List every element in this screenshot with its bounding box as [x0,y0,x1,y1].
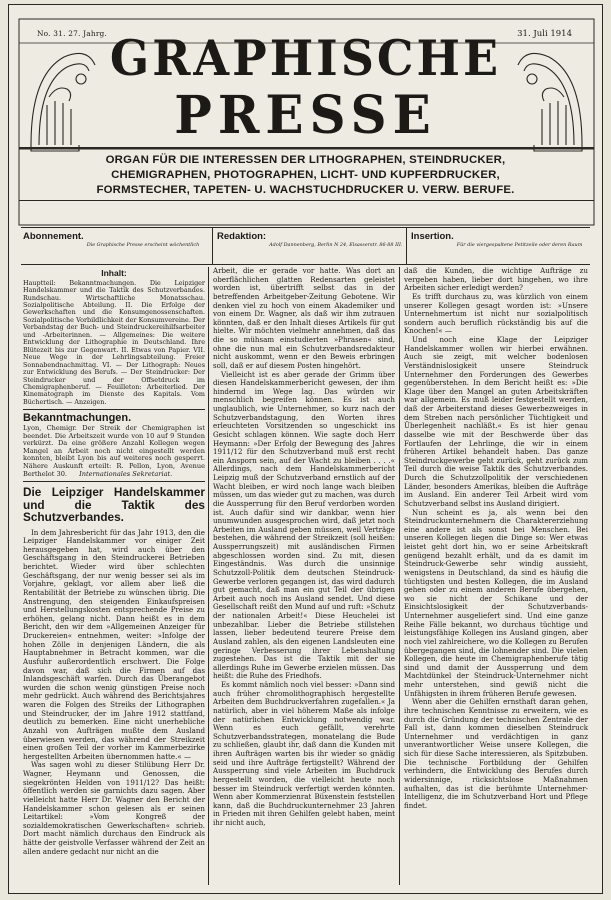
toc-text: Hauptteil: Bekanntmachungen. Die Leipziger Handelskammer und die Taktik des Schutzverbandes. Rundschau. Wirtschaftliche Monatsschau. Sozialpolitische Abteilung. II. Die Erfolge der Gewerkschaften und die Konsumgenossenschaften. Sozialpolitische Vorbildlichkeit der Konsumvereine. Der Verbandstag der Buch- und Steindruckereihilfsarbeiter und -Arbeiterinnen. — Allgemeines: Die weitere Entwicklung der Lithographie in Deutschland. Ihre Blütezeit bis zur Gegenwart. II. Etwas von Papier. VII. Neue Wege in der Lehrlingsabteilung. Freier Sonnabendnachmittag. VI. — Der Lithograph: Neues zur Entwicklung des Berufs. — Der Steindrucker: Der Steindrucker und der Offsetdruck im Chemigraphenberuf. — Feuilleton: Arbeiterlied. Der Kinematograph im Dienste des Kapitals. Vom Büchertisch. — Anzeigen. [23,278,205,406]
announcements-heading: Bekanntmachungen. [23,412,132,425]
section-divider [23,481,205,482]
abonnement-text: Die Graphische Presse erscheint wöchentlich [86,242,200,248]
column-rule [208,267,209,885]
info-divider [406,228,407,264]
issue-date: 31. Juli 1914 [517,29,572,39]
article-paragraph: Was sagen wohl zu dieser Stilübung Herr Dr. Wagner, Heymann und Genossen, die siegekrönten Helden von 1911/12? Das heißt: öffentlich werden sie garnichts dazu sagen. Aber vielleicht hatte Herr Dr. Wagner den Bericht der Handelskammer schon gelesen als er seinen Leitartikel: »Vom Kongreß der sozialdemokratischen Gewerkschaften« schrieb. Dort macht nämlich durchaus den Eindruck als hätte der geistvolle Verfasser während der Zeit an allen andere gedacht nur nicht an die [23,760,205,856]
announcement-body: Lyon, Chemigr. Der Streik der Chemigraphen ist beendet. Die Arbeitszeit wurde von 10 auf 9 Stunden verkürzt. Da eine größere Anzahl Kollegen wegen Mangel an Arbeit noch nicht eingestellt werden konnten, bleibt Lyon bis auf weiteres noch gesperrt. Nähere Auskunft erteilt: R. Pellon, Lyon, Avenue Berthelot 30. [23,423,205,478]
column-1 [23,267,205,887]
redaktion-box [217,231,403,261]
redaktion-heading: Redaktion: [217,231,267,242]
article-paragraph: Arbeit, die er gerade vor hatte. Was dort an oberflächlichen glatten Redensarten geleistet worden ist, übertrifft selbst das in der betreffenden Arbeitgeber-Zeitung Gebotene. Wir denken viel zu hoch von einem Akademiker und von einem Dr. Wagner, als daß wir ihm zutrauen könnten, daß er den Inhalt dieses Artikels für gut hielte. Wir möchten vielmehr annehmen, daß das die so mühsam einstudierten »Phrasen« sind, ohne die nun mal ein Schutzverbandsredakteur nicht auskommt, wenn er den Beweis erbringen soll, daß er auf diesem Posten hingehört. [213,267,395,370]
issue-number: No. 31. 27. Jahrg. [37,29,108,38]
article-paragraph: In dem Jahresbericht für das Jahr 1913, den die Leipziger Handelskammer vor einiger Zeit herausgegeben hat, wird auch über den Geschäftsgang in den Steindruckerei Betrieben berichtet. Wieder wird über schlechten Geschäftsgang, der nur wenig besser sei als im Vorjahre, geklagt, vor allem aber ließ die Rentabilität der Betriebe zu wünschen übrig. Die Anstrengung, den steigenden Einkaufspreisen und Herstellungskosten entsprechende Preise zu erhöhen, gelang nicht. Dann heißt es in dem Bericht, den wir dem »Allgemeinen Anzeiger für Druckereien« entnehmen, weiter: »Infolge der hohen Zölle in denjenigen Ländern, die als Hauptabnehmer in Betracht kommen, war die Ausfuhr außerordentlich erschwert. Die Folge davon war, daß sich die Firmen auf das Inlandsgeschäft warfen. Durch das Überangebot wurden die schon wenig günstigen Preise noch mehr gedrückt. Auch während des Berichtsjahres waren die Folgen des Streiks der Lithographen und Steindrucker, der im Jahre 1912 stattfand, deutlich zu bemerken. Eine nicht unerhebliche Anzahl von Aufträgen mußte dem Ausland überwiesen werden, das während der Streikzeit einen großen Teil der vorher im Kammerbezirke hergestellten Arbeiten übernommen hatte.« — [23,527,205,761]
info-divider [212,228,213,264]
insertion-heading: Insertion. [411,231,454,242]
column-rule [399,267,400,885]
subtitle-line: CHEMIGRAPHEN, PHOTOGRAPHEN, LICHT- UND KUPFERDRUCKER, [111,169,500,181]
subtitle-line: FORMSTECHER, TAPETEN- U. WACHSTUCHDRUCKER U. VERW. BERUFE. [96,184,515,196]
article-paragraph: Es kommt nämlich noch viel besser: »Dann sind auch früher chromolithographisch hergestellte Arbeiten dem Buchdruckverfahren zugefallen.« Ja natürlich, aber in viel höherem Maße als infolge der natürlichen Entwicklung notwendig war. Wenn es euch gefällt, verehrte Schutzverbandsstrategen, monatelang die Bude zu schließen, glaubt ihr, daß dann die Kunden mit ihren Aufträgen warten bis ihr wieder so gnädig seid und ihre Aufträge fertigstellt? Während der Aussperrung sind viele Arbeiten im Buchdruck hergestellt worden, die vielleicht heute noch besser im Steindruck verfertigt werden könnten. Wenn aber Kommerzienrat Büxenstein feststellen kann, daß die Buchdruckunternehmer 23 Jahren in Frieden mit ihren Gehilfen gelebt haben, meint ihr nicht auch, [213,680,395,827]
insertion-box [411,231,590,261]
info-bar [21,227,590,265]
abonnement-heading: Abonnement. [23,231,84,242]
article-paragraph: Wenn aber die Gehilfen ernsthaft daran gehen, ihre technischen Kenntnisse zu erweitern, wie es durch die Gründung der technischen Zentrale der Fall ist, dann kommen dieselben Steindruck Unternehmer und verdächtigen in ganz unverantwortlicher Weise unsere Kollegen, die sich für diese Sache interessieren, als Spitzbuben. Die technische Fortbildung der Gehilfen verhindern, die Entwicklung des Berufes durch widersinnige, rücksichtslose Maßnahmen aufhalten, das ist die berühmte Unternehmer-Intelligenz, die im Schutzverband Hort und Pflege findet. [404,697,588,810]
redaktion-text: Adolf Dannenberg, Berlin N 24, Elsasserstr. 86-88 III. [269,242,403,248]
masthead-title-line2: PRESSE [174,83,437,146]
article-paragraph: Und noch eine Klage der Leipziger Handelskammer wollen wir hierbei erwähnen. Auch sie zeigt, mit welcher bodenlosen Verständnislosigkeit unsere Steindruck Unternehmer den Forderungen des Gewerbes gegenüberstehen. In dem Bericht heißt es: »Die Klage über den Mangel an guten Arbeitskräften war allgemein. Es muß leider festgestellt werden, daß der Arbeiterstand dieses Gewerbezweiges in dem Streben nach persönlicher Tüchtigkeit und Überlegenheit nachläßt.« Es ist hier genau dasselbe wie mit der Beschwerde über das Fortlaufen der Lehrlinge, die wir in einem früheren Artikel behandelt haben. Das ganze Steindruckgewerbe geht zurück, geht zurück zum Teil durch die weise Taktik des Schutzverbandes. Durch die Schutzzollpolitik der verschiedenen Länder, besonders Amerikas, bleiben die Aufträge im Ausland. Ein anderer Teil Arbeit wird vom Schutzverband selbst ins Ausland dirigiert. [404,335,588,508]
column-2 [213,267,395,887]
article-paragraph: Nun scheint es ja, als wenn bei den Steindruckunternehmern die Charaktererziehung eine andere ist als sonst bei Menschen. Bei unseren Kollegen liegen die Dinge so: Wer etwas leistet geht dort hin, wo er seine Arbeitskraft genügend bezahlt erhält, und da es damit im Steindruck-Gewerbe sehr windig aussieht, wenigstens in Deutschland, da sind es häufig die tüchtigsten und besten Kollegen, die im Ausland gehen oder zu einem anderen Berufe übergehen, wo sie nicht der Schikane und der Einsichtslosigkeit der Schutzverbands-Unternehmer ausgeliefert sind. Und eine ganze Reihe Fälle bekannt, wo durchaus tüchtige und leistungsfähige Kollegen ins Ausland gingen, aber noch viel zahlreichere, wo die Kollegen zu Berufen übergegangen sind, die lohnender sind. Die vielen Kollegen, die heute im Chemigraphenberufe tätig sind und damit der Aussperrung und dem Machtdünkel der Steindruck-Unternehmer nicht mehr unterstehen, sind gewiß nicht die Unfähigsten in ihrem früheren Berufe gewesen. [404,507,588,698]
column-3 [404,267,588,887]
newspaper-page [8,4,603,894]
toc-title: Inhalt: [101,268,127,278]
insertion-text: Für die viergespaltene Petitzeile oder deren Raum [456,242,583,248]
subtitle-line: ORGAN FÜR DIE INTERESSEN DER LITHOGRAPHEN, STEINDRUCKER, [105,154,506,166]
article-paragraph: Vielleicht ist es aber gerade der Grimm über diesen Handelskammerbericht gewesen, der ihm hindernd im Wege lag. Das würden wir menschlich begreifen können. Es ist auch unglaublich, wie Unternehmer, so kurz nach der Schutzverbandstagung, den Worten ihres erleuchteten Vorsitzenden so ungeschickt ins Gesicht schlagen können. Wie sagte doch Herr Heymann: »Der Erfolg der Bewegung des Jahres 1911/12 für den Schutzverband muß erst recht ein Ansporn sein, auf der Wacht zu bleiben . . . .« Allerdings, nach dem Handelskammerbericht Leipzig muß der Schutzverband ernstlich auf der Wacht bleiben, er wird noch lange wach bleiben müssen, um das wieder gut zu machen, was durch die Aussperrung für den Beruf verdorben worden ist. Auch dafür sind wir dankbar, wenn hier unumwunden ausgesprochen wird, daß jetzt noch Arbeiten im Ausland geben müssen, weil Verträge bestehen, die während der Streikzeit (soll heißen: Aussperrungszeit) mit ausländischen Firmen abgeschlossen worden sind. Zu mit, diesen Eingeständnis. Was durch die unsinnige Schutzzoll-Politik dem deutschen Steindruck-Gewerbe verloren gegangen ist, das wird dadurch gut gemacht, daß man ein gut Teil der übrigen Arbeit auch noch ins Ausland sendet. Und diese Gesellschaft reißt den Mund auf und ruft: »Schutz der nationalen Arbeit!« Diese Heuchelei ist unbezahlbar. Lieber die Betriebe stillstehen lassen, lieber bedeutend teurere Preise dem Ausland zahlen, als den eigenen Landsleuten eine geringe Verbesserung ihrer Lebenshaltung zugestehen. Das ist die Taktik mit der sie allerdings Ruhe im Gewerbe erzielen müssen. Das heißt: die Ruhe des Friedhofs. [213,369,395,681]
masthead-title-line1: GRAPHISCHE [109,29,502,87]
article-paragraph: Es trifft durchaus zu, was kürzlich von einem unserer Kollegen gesagt worden ist: »Unsere Unternehmertum ist nicht nur sozialpolitisch sondern auch beruflich rückständig bis auf die Knochen!« — [404,291,588,336]
article-headline: Die Leipziger Handelskammer und die Taktik des Schutzverbandes. [23,485,205,525]
announcement-signature: Internationales Sekretariat. [79,469,173,478]
announcement-text [23,425,205,478]
article-paragraph: daß die Kunden, die wichtige Aufträge zu vergeben haben, lieber dort hingehen, wo ihre Arbeiten sicher erledigt werden? [404,267,588,293]
masthead-subtitle [27,153,584,198]
table-of-contents [23,269,205,410]
abonnement-box [23,231,209,261]
